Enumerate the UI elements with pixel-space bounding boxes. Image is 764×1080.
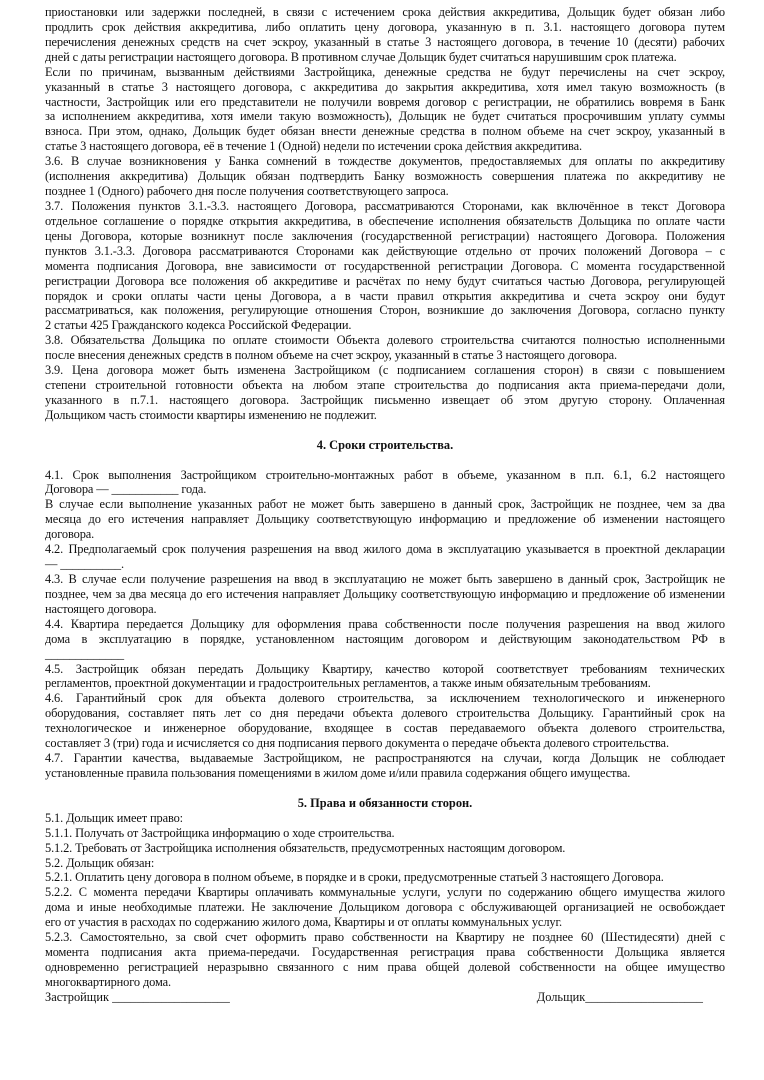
text-line: технологическое и инженерное оборудование, входящее в состав передаваемого объекта долевого строительства, (45, 721, 725, 736)
blank-line (45, 423, 725, 438)
text-line: В случае если выполнение указанных работ не может быть завершено в данный срок, Застройщик не позднее, чем за два (45, 497, 725, 512)
text-line: многоквартирного дома. (45, 974, 171, 989)
paragraph (45, 751, 725, 781)
text-line: момента подписания Договора, вне зависимости от государственной регистрации Договора. С момента государственной (45, 258, 725, 273)
text-line: указанного в п.7.1. настоящего договора. Застройщик письменно извещает об этом другую сторону. Оплаченная (45, 392, 725, 407)
text-line: момента подписания акта приема-передачи. Государственная регистрация права собственности Дольщика является (45, 945, 725, 960)
text-line: оборудования, составляет пять лет со дня передачи объекта долевого строительства Дольщику. Гарантийный срок на (45, 706, 725, 721)
text-line: 5.1.1. Получать от Застройщика информацию о ходе строительства. (45, 825, 395, 840)
text-line: за исполнением аккредитива, хотя имели такую возможность), Дольщик не будет считаться просрочившим уплату суммы (45, 109, 725, 124)
paragraph (45, 691, 725, 751)
text-line: 3.6. В случае возникновения у Банка сомнений в тождестве документов, предоставляемых для оплаты по аккредитиву (45, 154, 725, 169)
paragraph (45, 870, 725, 885)
paragraph (45, 811, 725, 826)
text-line: приостановки или задержки последней, в связи с истечением срока действия аккредитива, Дольщик будет обязан либо (45, 5, 725, 19)
paragraph (45, 5, 725, 65)
paragraph (45, 333, 725, 363)
text-line: Если по причинам, вызванным действиями Застройщика, денежные средства не будут перечислены на счет эскроу, (45, 64, 725, 79)
text-line: продлить срок действия аккредитива, либо оплатить цену договора, указанную в п. 3.1. настоящего договора путем (45, 19, 725, 34)
text-line: одновременно регистрацией неразрывно связанного с ним права общей долевой собственности на общее имущество (45, 959, 725, 974)
text-line: пунктов 3.1.-3.3. Договора рассматриваются Сторонами как действующие отдельно от прочих положений Договора – с (45, 243, 725, 258)
text-line: 5.2.1. Оплатить цену договора в полном объеме, в порядке и в сроки, предусмотренные статьей 3 настоящего Договора. (45, 870, 664, 885)
text-line: рассматриваться, как положения, регулирующие отношения Сторон, возникшие до заключения Договора, согласно пункту (45, 303, 725, 318)
text-line: статье 3 настоящего договора, её в течение 1 (Одной) недели по истечении срока действия аккредитива. (45, 139, 582, 154)
text-line: 4.1. Срок выполнения Застройщиком строительно-монтажных работ в объеме, указанном в п.п. 6.1, 6.2 настоящего (45, 467, 725, 482)
text-line: 5.1. Дольщик имеет право: (45, 810, 184, 825)
paragraph (45, 826, 725, 841)
text-line: составляет 3 (три) года и исчисляется со дня подписания первого документа о передаче объекта долевого строительства. (45, 736, 669, 751)
document-body (45, 5, 725, 990)
text-line: частности, Застройщик или его представители не получили вовремя договор с регистрации, не обратились вовремя в Банк (45, 94, 725, 109)
text-line: 3.9. Цена договора может быть изменена Застройщиком (с подписанием соглашения сторон) в связи с повышением (45, 363, 725, 378)
text-line: настоящего договора. (45, 601, 157, 616)
paragraph (45, 363, 725, 423)
text-line: дома в эксплуатацию в порядке, установленном настоящим договором и действующим законодательством РФ в (45, 631, 725, 646)
shareholder-signature-line: Дольщик___________________ (536, 989, 703, 1004)
paragraph (45, 468, 725, 498)
text-line: 5.1.2. Требовать от Застройщика исполнения обязательств, предусмотренных настоящим договором. (45, 840, 566, 855)
text-line: перечисления денежных средств на счет эскроу, указанный в статье 3 настоящего договора, в течение 10 (десяти) рабочих (45, 34, 725, 49)
text-line: его от участия в расходах по содержанию жилого дома, Квартиры и от оплаты коммунальных услуг. (45, 915, 562, 930)
text-line: установленные правила пользования помещениями в жилом доме и/или правила содержания общего имущества. (45, 765, 631, 780)
signature-row (45, 990, 725, 1005)
blank-line (45, 781, 725, 796)
paragraph (45, 856, 725, 871)
text-line: — __________. (45, 557, 124, 572)
text-line: (исполнения аккредитива) Дольщик обязан подтвердить Банку возможность совершения платежа по аккредитиву не (45, 169, 725, 184)
text-line: 2 статьи 425 Гражданского кодекса Российской Федерации. (45, 318, 352, 333)
paragraph (45, 841, 725, 856)
text-line: позднее 1 (Одного) рабочего дня после получения соответствующего запроса. (45, 184, 449, 199)
text-line: 4.3. В случае если получение разрешения на ввод в эксплуатацию не может быть завершено в данный срок, Застройщик не (45, 572, 725, 586)
blank-line (45, 453, 725, 468)
paragraph (45, 154, 725, 199)
text-line: 5.2.2. С момента передачи Квартиры оплачивать коммунальные услуги, услуги по содержанию общего имущества жилого (45, 885, 725, 900)
text-line: 4.6. Гарантийный срок для объекта долевого строительства, за исключением технологического и инженерного (45, 691, 725, 706)
text-line: порядок и сроки оплаты части цены Договора, а в части правил открытия аккредитива и счета эскроу они будут (45, 288, 725, 303)
paragraph (45, 662, 725, 692)
developer-signature-line: Застройщик ___________________ (45, 989, 230, 1004)
text-line: дней с даты регистрации настоящего договора. В противном случае Дольщик будет считаться нарушившим срок платежа. (45, 49, 677, 64)
paragraph (45, 199, 725, 333)
paragraph (45, 885, 725, 930)
text-line: дома и иные необходимые платежи. Не заключение Дольщиком договора с обслуживающей организацией не освобождает (45, 900, 725, 915)
paragraph (45, 930, 725, 990)
text-line: регистрации Договора все положения об аккредитиве и расчётах по нему будут считаться частью Договора, регулирующей (45, 273, 725, 288)
text-line: степени строительной готовности объекта на любом этапе строительства до подписания акта приема-передачи доли, (45, 378, 725, 393)
text-line: Дольщиком часть стоимости квартиры изменению не подлежит. (45, 407, 377, 422)
text-line: Договора — ___________ года. (45, 482, 207, 497)
paragraph (45, 572, 725, 617)
paragraph (45, 542, 725, 572)
paragraph (45, 497, 725, 542)
text-line: регламентов, проектной документации и градостроительных регламентов, а также иным обязательным требованиям. (45, 676, 651, 691)
text-line: 5.2.3. Самостоятельно, за свой счет оформить право собственности на Квартиру не позднее 60 (Шестидесяти) дней с (45, 930, 725, 945)
text-line: 3.7. Положения пунктов 3.1.-3.3. настоящего Договора, рассматриваются Сторонами, как включённое в текст Договора (45, 198, 725, 213)
text-line: 4.2. Предполагаемый срок получения разрешения на ввод жилого дома в эксплуатацию указывается в проектной декларации (45, 542, 725, 557)
text-line: 4.7. Гарантии качества, выдаваемые Застройщиком, не распространяются на случаи, когда Дольщик не соблюдает (45, 751, 725, 766)
text-line: _____________ (45, 646, 124, 661)
document-page (45, 5, 725, 1005)
text-line: 4.4. Квартира передается Дольщику для оформления права собственности после получения разрешения на ввод жилого (45, 616, 725, 631)
text-line: 5.2. Дольщик обязан: (45, 855, 155, 870)
section-heading: 5. Права и обязанности сторон. (297, 795, 473, 810)
paragraph (45, 617, 725, 662)
text-line: 4.5. Застройщик обязан передать Дольщику Квартиру, качество которой соответствует требованиям технических (45, 661, 725, 676)
text-line: указанный в статье 3 настоящего договора, с аккредитива до закрытия аккредитива, хотя имел такую возможность (в (45, 79, 725, 94)
text-line: отдельное соглашение о порядке открытия аккредитива, в обеспечение исполнения обязательств Дольщика по оплате части (45, 213, 725, 228)
section-heading: 4. Сроки строительства. (316, 437, 454, 452)
paragraph (45, 65, 725, 155)
text-line: взноса. При этом, однако, Дольщик будет обязан внести денежные средства в полном объеме на счет эскроу, указанный в (45, 124, 725, 139)
text-line: позднее, чем за два месяца до его истечения направляет Дольщику соответствующую информацию и предложение об изменении (45, 586, 725, 601)
text-line: договора. (45, 527, 95, 542)
text-line: 3.8. Обязательства Дольщика по оплате стоимости Объекта долевого строительства считаются полностью исполненными (45, 333, 725, 348)
text-line: цены Договора, которые возникнут после заключения (государственной регистрации) настоящего Договора. Положения (45, 228, 725, 243)
text-line: после внесения денежных средств в полном объеме на счет эскроу, указанный в статье 3 настоящего договора. (45, 348, 617, 363)
text-line: месяца до его истечения направляет Дольщику соответствующую информацию и предложение об изменении настоящего (45, 512, 725, 527)
